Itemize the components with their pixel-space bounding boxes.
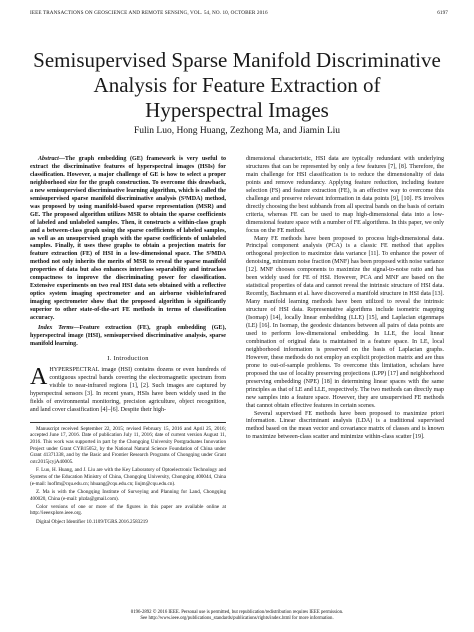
footnote-color: Color versions of one or more of the figures in this paper are available online at http://ieeexplore.ieee.org. (30, 503, 226, 517)
section-heading-introduction: I. Introduction (107, 354, 149, 362)
copyright-line: See http://www.ieee.org/publications_standards/publications/rights/index.html for more information. (140, 616, 334, 622)
abstract (30, 156, 226, 323)
index-terms (30, 325, 226, 349)
abstract-label: Abstract (38, 156, 59, 162)
left-column (30, 156, 226, 527)
right-column (246, 156, 444, 442)
intro-text: HYPERSPECTRAL image (HSI) contains dozens or even hundreds of contiguous spectral bands covering the electromagnetic spectrum from visible to near-infrared regions [1], [2]. Such images are captured by hyperspectral sensors [3]. In recent years, HSIs have been widely used in the fields of environmental monitoring, precision agriculture, object recognition, and land cover classification [4]–[6]. Despite their high- (30, 366, 226, 413)
copyright-line: 0196-2892 © 2016 IEEE. Personal use is permitted, but republication/redistribution requires IEEE permission. (130, 610, 344, 615)
body-paragraph: dimensional characteristic, HSI data are typically redundant with underlying structures that can be represented by only a few features [7], [8]. Therefore, the main challenge for HSI classification is to reduce the dimensionality of data points and remove redundancy. Applying feature reduction, including feature selection (FS) and feature extraction (FE), is an effective way to overcome this challenge and preserve relevant information in data points [9], [10]. FS involves directly choosing the best subbands from all spectral bands on the basis of certain criteria, whereas FE can be used to map high-dimensional data into a low-dimensional feature space with a number of FE algorithms. In this paper, we only focus on the FE method. (246, 156, 444, 234)
author-list: Fulin Luo, Hong Huang, Zezhong Ma, and Jiamin Liu (133, 126, 341, 136)
journal-header: IEEE TRANSACTIONS ON GEOSCIENCE AND REMOTE SENSING, VOL. 54, NO. 10, OCTOBER 2016 (30, 10, 268, 16)
title-line: Semisupervised Sparse Manifold Discriminative (33, 48, 441, 72)
index-terms-label: Index Terms (38, 325, 74, 332)
footnotes (30, 426, 226, 526)
title-line: Hyperspectral Images (145, 98, 329, 122)
copyright-notice (0, 610, 474, 623)
intro-paragraph (30, 363, 226, 415)
footnote-affiliation-2: Z. Ma is with the Chongqing Institute of Surveying and Planning for Land, Chongqing 400020, China (e-mail: plzda@gmail.com). (30, 488, 226, 502)
abstract-text: —The graph embedding (GE) framework is very useful to extract the discriminative features of hyperspectral images (HSIs) for classification. However, a major challenge of GE is how to select a proper neighborhood size for the graph construction. To overcome this drawback, a new semisupervised discriminative learning algorithm, which is called the semisupervised sparse manifold discriminative analysis (S³MDA) method, was proposed by using manifold-based sparse representation (MSR) and GE. The proposed algorithm utilizes MSR to obtain the sparse coefficients of labeled and unlabeled samples. Then, it constructs a within-class graph and a between-class graph using the sparse coefficients of labeled samples, as well as an unsupervised graph with the sparse coefficients of unlabeled samples. Finally, it uses these graphs to obtain a projection matrix for feature extraction (FE) of HSI in a low-dimensional space. The S³MDA method not only inherits the merits of MSR to reveal the sparse manifold properties of data but also enhances interclass separability and intraclass compactness to improve the discriminating power for classification. Extensive experiments on two real HSI data sets obtained with a reflective optics system imaging spectrometer and an airborne visible/infrared imaging spectrometer show that the proposed algorithm is significantly superior to other state-of-the-art FE methods in terms of classification accuracy. (30, 156, 226, 322)
footnote-affiliation-1: F. Luo, H. Huang, and J. Liu are with the Key Laboratory of Optoelectronic Technology and Systems of the Education Ministry of China, Chongqing University, Chongqing 400044, China (e-mail: luoflm@cqu.edu.cn; hhuang@cqu.edu.cn; liujm@cqu.edu.cn). (30, 467, 226, 487)
paper-title (0, 48, 474, 123)
title-line: Analysis for Feature Extraction of (93, 73, 381, 97)
footnote-manuscript: Manuscript received September 22, 2015; revised February 15, 2016 and April 25, 2016; accepted June 17, 2016. Date of publication July 11, 2016; date of current version August 11, 2016. This work was supported in part by the Chongqing University Postgraduates Innovation Project under Grant CYB15052, by the National Natural Science Foundation of China under Grant 41371338, and by the Basic and Frontier Research Programs of Chongqing under Grant cstc2015jcyjA40005. (30, 425, 226, 466)
drop-cap: A (30, 363, 48, 390)
page-number: 6197 (437, 10, 448, 16)
running-head (30, 10, 448, 20)
footnote-doi: Digital Object Identifier 10.1109/TGRS.2016.2583219 (36, 518, 148, 525)
footnote-divider (30, 422, 226, 423)
body-paragraph: Several supervised FE methods have been proposed to maximize priori information. Linear discriminant analysis (LDA) is a traditional supervised method based on the mean vector and covariance matrix of classes and is known to maximize between-class scatter and minimize within-class scatter [19]. (246, 410, 444, 441)
index-terms-text: —Feature extraction (FE), graph embedding (GE), hyperspectral image (HSI), semisupervised discriminative analysis, sparse manifold learning. (30, 325, 226, 347)
body-paragraph: Many FE methods have been proposed to process high-dimensional data. Principal component analysis (PCA) is a classic FE method that applies orthogonal projection to maximize data variance [11]. To enhance the power of denoising, minimum noise fraction (MNF) has been proposed with noise variance [12]. MNF chooses components to maximize the signal-to-noise ratio and has been widely used for FE of HSI. However, PCA and MNF are based on the statistical properties of data and cannot reveal the intrinsic structure of HSI data. Recently, Bachmann et al. have discovered a manifold structure in HSI data [13]. Many manifold learning methods have been utilized to reveal the intrinsic structure of HSI data. Representative algorithms include isometric mapping (Isomap) [14], locally linear embedding (LLE) [15], and Laplacian eigenmaps (LE) [16]. In Isomap, the geodesic distances between all pairs of data points are used to perform low-dimensional embedding. In LLE, the local linear combination of original data is maintained in a feature space. In LE, local neighborhood information is preserved on the basis of Laplacian graphs. However, these methods do not employ an explicit projection matrix and are thus prone to out-of-sample problems. To overcome this limitation, scholars have proposed the use of locality preserving projections (LPP) [17] and neighborhood preserving embedding (NPE) [18] in determining linear spaces with the same principles as that of LE and LLE, respectively. The two methods can directly map new samples into a feature space. However, they are unsupervised FE methods that cannot obtain effective features in certain scenes. (246, 235, 444, 409)
